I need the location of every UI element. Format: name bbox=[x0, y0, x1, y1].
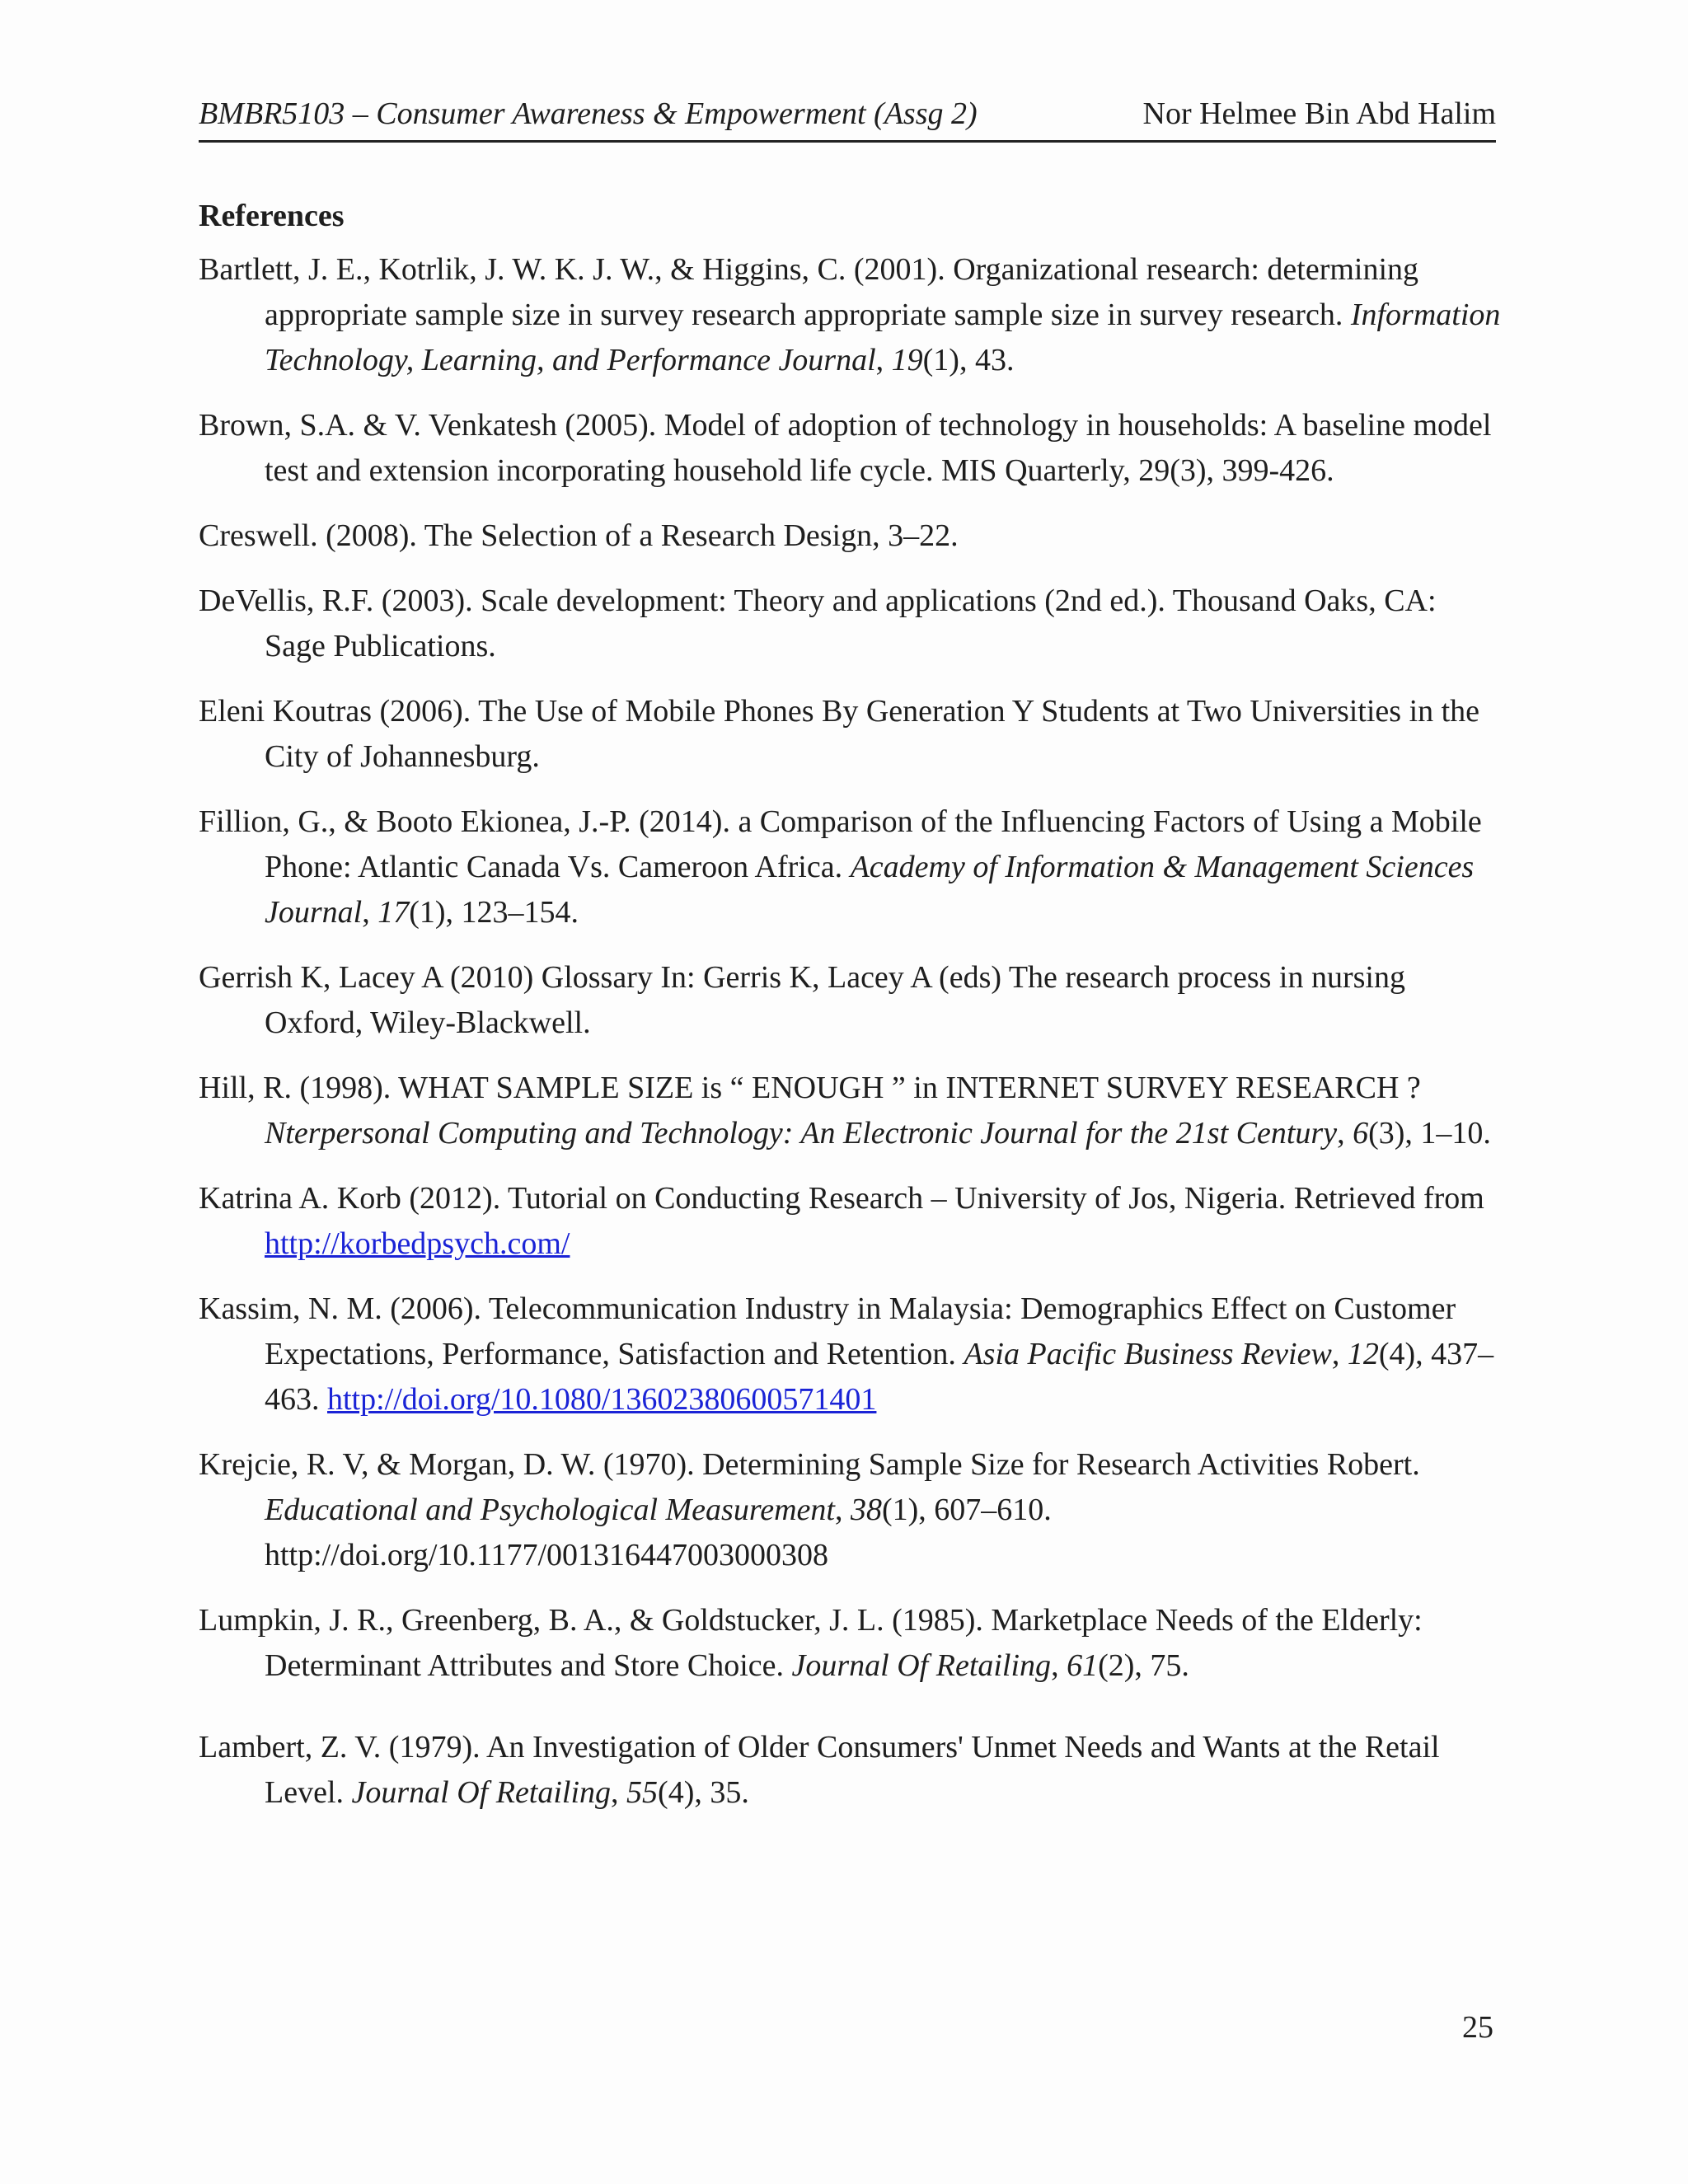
reference-text: Kassim, N. M. (2006). Telecommunication Industry in Malaysia: Demographics Effect on Customer Expectations, Performance, Satisfaction and Retention. bbox=[199, 1291, 1456, 1371]
reference-text: Lambert, Z. V. (1979). An Investigation of Older Consumers' Unmet Needs and Wants at the Retail Level. bbox=[199, 1730, 1440, 1810]
journal-title: Academy of Information & Management Sciences Journal bbox=[265, 850, 1475, 930]
volume-number: 38 bbox=[850, 1493, 882, 1527]
reference-item-koutras bbox=[199, 689, 1501, 780]
reference-text: , bbox=[1331, 1337, 1348, 1371]
reference-item-kassim bbox=[199, 1286, 1501, 1422]
reference-list bbox=[199, 247, 1501, 1835]
reference-item-korb bbox=[199, 1176, 1501, 1267]
reference-text: Katrina A. Korb (2012). Tutorial on Conducting Research – University of Jos, Nigeria. Retrieved from bbox=[199, 1181, 1484, 1216]
reference-item-bartlett bbox=[199, 247, 1501, 383]
volume-number: 55 bbox=[626, 1775, 659, 1810]
reference-text: Krejcie, R. V, & Morgan, D. W. (1970). Determining Sample Size for Research Activities Robert. bbox=[199, 1447, 1420, 1482]
reference-link[interactable]: http://korbedpsych.com/ bbox=[265, 1226, 570, 1261]
reference-text: , bbox=[834, 1493, 851, 1527]
reference-item-fillion bbox=[199, 799, 1501, 935]
journal-title: Educational and Psychological Measurement bbox=[265, 1493, 835, 1527]
journal-title: Information Technology, Learning, and Performance Journal bbox=[265, 298, 1501, 377]
reference-text: Creswell. (2008). The Selection of a Research Design, 3–22. bbox=[199, 518, 959, 553]
reference-text: (2), 75. bbox=[1098, 1648, 1189, 1683]
volume-number: 61 bbox=[1067, 1648, 1099, 1683]
reference-text: Hill, R. (1998). WHAT SAMPLE SIZE is “ ENOUGH ” in INTERNET SURVEY RESEARCH ? bbox=[199, 1071, 1421, 1105]
volume-number: 12 bbox=[1347, 1337, 1379, 1371]
reference-text: (1), 43. bbox=[922, 343, 1015, 377]
reference-text: Bartlett, J. E., Kotrlik, J. W. K. J. W., & Higgins, C. (2001). Organizational research: determining appropriate sample size in survey research appropriate sample size in survey research. bbox=[199, 252, 1419, 332]
page-number: 25 bbox=[1462, 2010, 1493, 2045]
reference-text: Eleni Koutras (2006). The Use of Mobile Phones By Generation Y Students at Two Universities in the City of Johannesburg. bbox=[199, 694, 1480, 774]
journal-title: Journal Of Retailing bbox=[791, 1648, 1052, 1683]
reference-text: , bbox=[611, 1775, 627, 1810]
reference-text: (1), 607–610. http://doi.org/10.1177/001316447003000308 bbox=[265, 1493, 1052, 1572]
reference-item-devellis bbox=[199, 579, 1501, 669]
journal-title: Asia Pacific Business Review bbox=[964, 1337, 1332, 1371]
reference-text: , bbox=[1051, 1648, 1067, 1683]
journal-title: Nterpersonal Computing and Technology: An Electronic Journal for the 21st Century bbox=[265, 1116, 1338, 1151]
volume-number: 17 bbox=[377, 895, 410, 930]
reference-text: , bbox=[875, 343, 892, 377]
reference-link[interactable]: http://doi.org/10.1080/13602380600571401 bbox=[327, 1382, 877, 1417]
reference-text: , bbox=[362, 895, 378, 930]
reference-text: Brown, S.A. & V. Venkatesh (2005). Model of adoption of technology in households: A baseline model test and extension incorporating household life cycle. MIS Quarterly, 29(3), 399-426. bbox=[199, 408, 1492, 488]
references-heading: References bbox=[199, 199, 345, 233]
reference-item-lambert bbox=[199, 1725, 1501, 1816]
author-name: Nor Helmee Bin Abd Halim bbox=[1142, 96, 1496, 131]
reference-text: (1), 123–154. bbox=[409, 895, 579, 930]
running-header bbox=[199, 92, 1496, 143]
reference-text: DeVellis, R.F. (2003). Scale development: Theory and applications (2nd ed.). Thousand Oaks, CA: Sage Publications. bbox=[199, 583, 1437, 663]
reference-text: (4), 35. bbox=[658, 1775, 749, 1810]
reference-item-lumpkin bbox=[199, 1598, 1501, 1689]
reference-text: , bbox=[1337, 1116, 1353, 1151]
course-title: BMBR5103 – Consumer Awareness & Empowerment (Assg 2) bbox=[199, 96, 978, 131]
reference-text: Fillion, G., & Booto Ekionea, J.-P. (2014). a Comparison of the Influencing Factors of Using a Mobile Phone: Atlantic Canada Vs. Cameroon Africa. bbox=[199, 804, 1482, 884]
reference-text: Lumpkin, J. R., Greenberg, B. A., & Goldstucker, J. L. (1985). Marketplace Needs of the Elderly: Determinant Attributes and Store Choice. bbox=[199, 1603, 1423, 1683]
reference-item-brown bbox=[199, 403, 1501, 494]
reference-item-creswell bbox=[199, 513, 1501, 559]
volume-number: 19 bbox=[891, 343, 923, 377]
volume-number: 6 bbox=[1353, 1116, 1369, 1151]
reference-item-gerrish bbox=[199, 955, 1501, 1046]
journal-title: Journal Of Retailing bbox=[351, 1775, 612, 1810]
reference-text: (3), 1–10. bbox=[1368, 1116, 1491, 1151]
reference-text: Gerrish K, Lacey A (2010) Glossary In: Gerris K, Lacey A (eds) The research process in nursing Oxford, Wiley-Blackwell. bbox=[199, 960, 1405, 1040]
reference-item-krejcie bbox=[199, 1442, 1501, 1578]
reference-item-hill bbox=[199, 1066, 1501, 1156]
reference-text: (4), 437–463. bbox=[265, 1337, 1494, 1417]
